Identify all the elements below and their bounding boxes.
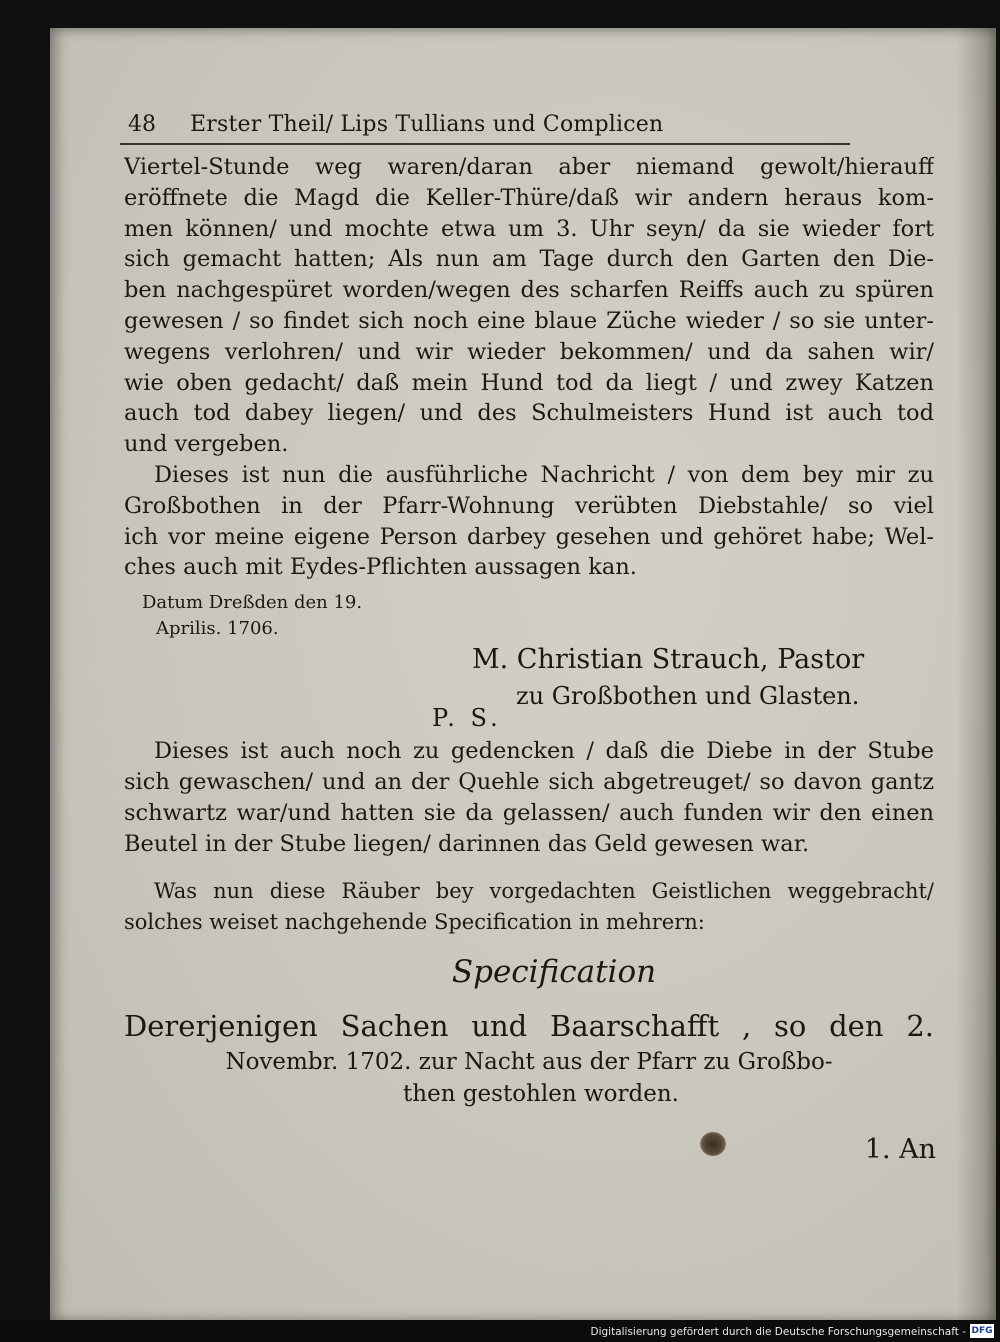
text-line: ben nachgespüret worden/wegen des scharfen Reiffs auch zu spüren — [124, 277, 934, 304]
header-rule — [120, 143, 850, 145]
text-line: Beutel in der Stube liegen/ darinnen das Geld gewesen war. — [124, 831, 810, 857]
signature-place: zu Großbothen und Glasten. — [516, 682, 860, 710]
text-line: gewesen / so findet sich noch eine blaue Züche wieder / so sie unter- — [124, 307, 934, 334]
text-line: Großbothen in der Pfarr-Wohnung verübten Diebstahle/ so viel — [124, 492, 934, 519]
text-line: sich gemacht hatten; Als nun am Tage durch den Garten den Die- — [124, 246, 934, 273]
postscript-paragraph — [124, 736, 934, 860]
page-number: 48 — [128, 112, 156, 137]
text-line: men können/ und mochte etwa um 3. Uhr seyn/ da sie wieder fort — [124, 215, 934, 242]
text-line: Dieses ist nun die ausführliche Nachricht / von dem bey mir zu — [154, 461, 934, 488]
date-month-year: Aprilis. 1706. — [156, 618, 279, 639]
signature-block — [472, 642, 912, 714]
text-line: ich vor meine eigene Person darbey gesehen und gehöret habe; Wel- — [124, 523, 934, 550]
dfg-logo-icon: DFG — [971, 1326, 993, 1336]
spec-line: Novembr. 1702. zur Nacht aus der Pfarr zu Großbo- — [225, 1049, 833, 1075]
date-line — [142, 590, 362, 642]
page-edge-shadow — [956, 28, 996, 1322]
text-line: wegens verlohren/ und wir wieder bekommen/ und da sahen wir/ — [124, 338, 934, 365]
specification-subtitle — [124, 1006, 934, 1110]
text-line: sich gewaschen/ und an der Quehle sich abgetreuget/ so davon gantz — [124, 769, 934, 795]
text-line: schwartz war/und hatten sie da gelassen/ auch funden wir den einen — [124, 800, 934, 826]
postscript-heading: P. S. — [432, 704, 502, 732]
signature-name: M. Christian Strauch, Pastor — [472, 644, 865, 675]
text-line: wie oben gedacht/ daß mein Hund tod da liegt / und zwey Katzen — [124, 369, 934, 396]
catchword: 1. An — [864, 1134, 936, 1165]
transition-paragraph — [124, 876, 934, 938]
running-head — [128, 108, 848, 142]
specification-title: Specification — [451, 954, 657, 990]
main-paragraph — [124, 152, 934, 583]
spec-line: Dererjenigen Sachen und Baarschafft , so den 2. — [124, 1009, 934, 1043]
text-line: Dieses ist auch noch zu gedencken / daß die Diebe in der Stube — [154, 738, 934, 764]
running-title: Erster Theil/ Lips Tullians und Complicen — [190, 112, 664, 137]
ink-stain — [700, 1132, 726, 1156]
text-line: ches auch mit Eydes-Pflichten aussagen kan. — [124, 554, 637, 581]
text-line: Was nun diese Räuber bey vorgedachten Geistlichen weggebracht/ — [154, 879, 934, 903]
text-line: eröffnete die Magd die Keller-Thüre/daß wir andern heraus kom- — [124, 184, 934, 211]
text-line: auch tod dabey liegen/ und des Schulmeisters Hund ist auch tod — [124, 400, 934, 427]
text-line: Viertel-Stunde weg waren/daran aber niemand gewolt/hierauff — [124, 154, 934, 180]
date-place: Datum Dreßden den 19. — [142, 592, 363, 613]
funding-credit: Digitalisierung gefördert durch die Deutsche Forschungsgemeinschaft - — [590, 1326, 966, 1338]
text-line: und vergeben. — [124, 431, 289, 458]
spec-line: then gestohlen worden. — [403, 1081, 679, 1107]
text-line: solches weiset nachgehende Specification in mehrern: — [124, 910, 705, 934]
